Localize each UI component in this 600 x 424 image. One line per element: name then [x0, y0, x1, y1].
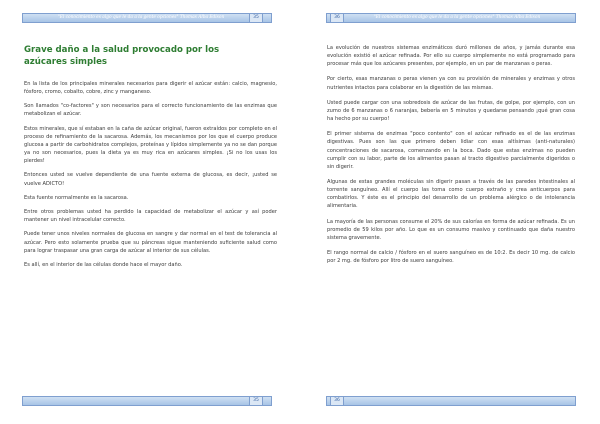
footer-bar	[326, 396, 576, 406]
page-number: 36	[330, 14, 344, 22]
paragraph: Esta fuente normalmente es la sacarosa.	[24, 194, 129, 201]
paragraph: Entonces usted se vuelve dependiente de una fuente externa de glucosa, es decir, ¡usted se vuelve ADICTO!	[24, 172, 277, 187]
title-line: Grave daño a la salud provocado por los	[24, 45, 220, 55]
header-bar	[22, 13, 272, 23]
title-line: azúcares simples	[24, 57, 108, 67]
paragraph: La mayoría de las personas consume el 20% de sus calorías en forma de azúcar refinada. Es un promedio de 59 kilos por año. Lo que es un consumo masivo y continuado que daña nuestro sistema gravemente.	[327, 218, 575, 241]
right-page	[300, 0, 600, 424]
header-bar	[326, 13, 576, 23]
page-content	[327, 44, 575, 272]
page-number: 35	[249, 14, 263, 22]
paragraph: Por cierto, esas manzanas o peras vienen ya con su provisión de minerales y enzimas y otros nutrientes intactos para colaborar en la digestión de las mismas.	[327, 76, 575, 91]
paragraph: Estos minerales, que sí estaban en la caña de azúcar original, fueron extraídos por completo en el proceso de refinamiento de la sacarosa. Además, los mecanismos por los que el cuerpo produce glucosa a partir de carbohidratos complejos, proteínas y lípidos simplemente ya no se dan porque ya no son necesarios, pues la dieta ya es muy rica en azúcares simples. ¡Si no los usas los pierdes!	[24, 125, 277, 165]
header-quote: "El conocimiento es algo que le da a la gente opciones" Thomas Alba Edison	[373, 15, 541, 20]
footer-bar	[22, 396, 272, 406]
header-quote: "El conocimiento es algo que le da a la gente opciones" Thomas Alba Edison	[57, 15, 225, 20]
paragraph: Son llamados "co-factores" y son necesarios para el correcto funcionamiento de las enzimas que metabolizan el azúcar.	[24, 103, 277, 118]
paragraph: Es allí, en el interior de las células donde hace el mayor daño.	[24, 261, 183, 268]
page-title	[24, 44, 277, 68]
paragraph: En la lista de los principales minerales necesarios para digerir el azúcar están: calcio, magnesio, fósforo, cromo, cobalto, cobre, zinc y manganeso.	[24, 81, 277, 96]
page-number: 35	[249, 397, 263, 405]
paragraph: Puede tener unos niveles normales de glucosa en sangre y dar normal en el test de tolerancia al azúcar. Pero esto solamente prueba que su páncreas sigue manteniendo suficiente salud como para lograr traspasar una gran carga de azúcar al interior de sus células.	[24, 231, 277, 254]
paragraph: El primer sistema de enzimas "poco contento" con el azúcar refinado es el de las enzimas digestivas. Pues son las que primero deben lidiar con esas altísimas (anti-naturales) concentraciones de sacarosa, comenzando en la boca. Dado que estas enzimas no pueden cumplir con su labor, parte de los alimentos pasan al tracto digestivo parcialmente digeridos o sin digerir.	[327, 131, 575, 170]
paragraph: Usted puede cargar con una sobredosis de azúcar de las frutas, de golpe, por ejemplo, con un zumo de 6 manzanas o 6 naranjas, bebería en 5 minutos y quedarse pensando ¡qué gran cosa ha hecho por su cuerpo!	[327, 99, 575, 123]
paragraph: Algunas de estas grandes moléculas sin digerir pasan a través de las paredes intestinales al torrente sanguíneo. Allí el cuerpo las toma como cuerpo extraño y crea anticuerpos para combatirlos. Y éste es el principio del desarrollo de un problema alérgico o de intolerancia alimentaria.	[327, 178, 575, 210]
paragraph: El rango normal de calcio / fósforo en el suero sanguíneo es de 10:2. Es decir 10 mg. de calcio por 2 mg. de fósforo por litro de suero sanguíneo.	[327, 250, 575, 265]
paragraph: La evolución de nuestros sistemas enzimáticos duró millones de años, y jamás durante esa evolución existió el azúcar refinada. Por ello su cuerpo simplemente no está programado para procesar más que los azúcares presentes, por ejemplo, en un par de manzanas o peras.	[327, 45, 575, 68]
page-number: 36	[330, 397, 344, 405]
page-content	[24, 30, 277, 275]
paragraph: Entre otros problemas usted ha perdido la capacidad de metabolizar el azúcar y así poder mantener un nivel intracelular correcto.	[24, 209, 277, 224]
